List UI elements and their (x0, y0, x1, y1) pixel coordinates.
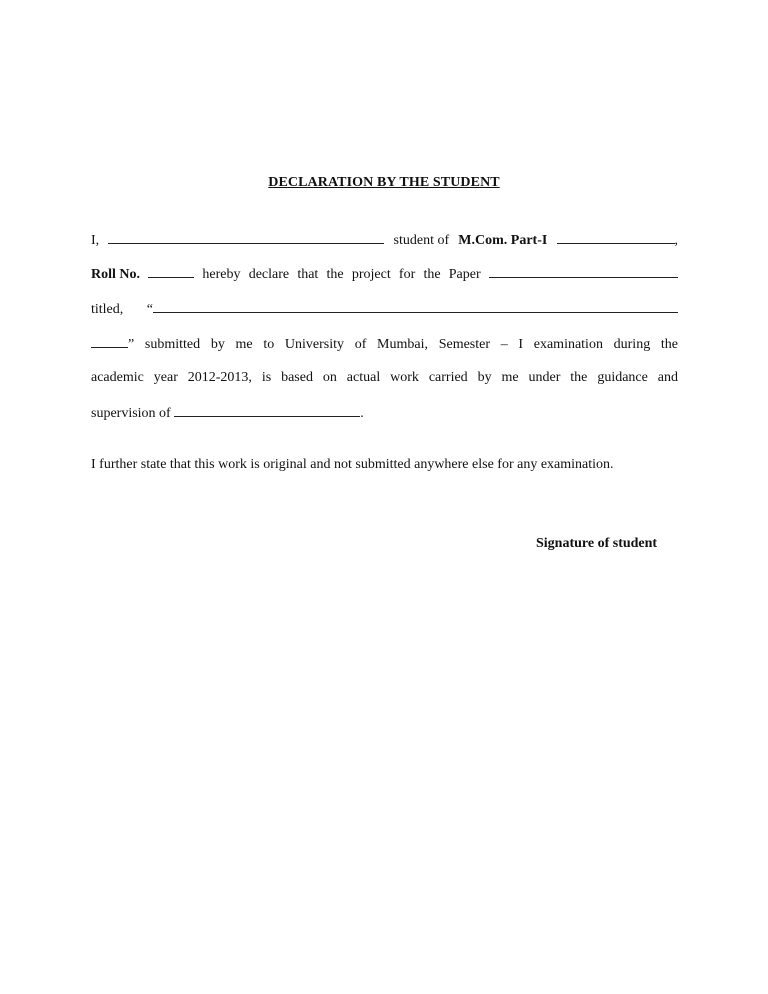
line5-word: me (501, 370, 519, 385)
title-continuation-group (91, 334, 134, 354)
line5-word: guidance (597, 370, 648, 385)
signature-label: Signature of student (536, 536, 658, 551)
roll-no-blank[interactable] (148, 264, 194, 278)
word-paper: Paper (448, 267, 481, 282)
supervision-of-text: supervision of (91, 406, 171, 421)
word-project: project (351, 267, 391, 282)
project-title-group (147, 299, 678, 319)
paper-name-blank[interactable] (489, 264, 678, 278)
declaration-line-4 (91, 334, 678, 354)
course-name: M.Com. Part-I (458, 233, 548, 248)
supervisor-name-blank[interactable] (174, 403, 360, 417)
line5-word: and (657, 370, 678, 385)
word-that: that (297, 267, 319, 282)
student-of-text: student of (393, 233, 450, 248)
line5-word: based (281, 370, 313, 385)
line4-word: University (284, 337, 344, 352)
declaration-line-5 (91, 369, 678, 387)
division-blank-group (557, 230, 679, 250)
line4-word: during (613, 337, 651, 352)
line5-word: academic (91, 370, 144, 385)
line4-word: of (354, 337, 367, 352)
word-the: the (326, 267, 344, 282)
declaration-line-6 (91, 403, 678, 423)
word-titled: titled, (91, 302, 124, 317)
word-hereby: hereby (202, 267, 241, 282)
roll-no-label: Roll No. (91, 267, 140, 282)
close-quote: ” (128, 337, 135, 352)
declaration-line-2 (91, 264, 678, 284)
project-title-blank[interactable] (153, 299, 678, 313)
line4-word: me (235, 337, 253, 352)
word-for: for (398, 267, 416, 282)
open-quote: “ (146, 302, 153, 317)
line4-word: by (210, 337, 225, 352)
student-name-blank[interactable] (108, 230, 384, 244)
line5-word: actual (346, 370, 381, 385)
line4-word: the (660, 337, 678, 352)
line5-word: 2012-2013, (187, 370, 252, 385)
page-title: DECLARATION BY THE STUDENT (268, 175, 500, 190)
line5-word: on (322, 370, 337, 385)
line6-period: . (360, 406, 364, 421)
line4-word: submitted (144, 337, 201, 352)
declaration-line-1 (91, 230, 678, 250)
line5-word: work (390, 370, 419, 385)
line5-word: is (261, 370, 272, 385)
line5-word: the (570, 370, 588, 385)
division-blank[interactable] (557, 230, 675, 244)
line5-word: under (528, 370, 561, 385)
line4-word: I (518, 337, 524, 352)
pronoun-i: I, (91, 233, 100, 248)
word-declare: declare (248, 267, 290, 282)
further-statement: I further state that this work is original and not submitted anywhere else for any examination. (91, 457, 614, 472)
line4-word: Semester (438, 337, 491, 352)
line1-comma: , (674, 233, 678, 248)
line4-word: to (263, 337, 275, 352)
line5-word: year (153, 370, 178, 385)
word-the-2: the (423, 267, 441, 282)
line5-word: by (477, 370, 492, 385)
line5-word: carried (428, 370, 468, 385)
line4-word: Mumbai, (377, 337, 428, 352)
declaration-line-3 (91, 299, 678, 319)
project-title-blank-continued[interactable] (91, 334, 128, 348)
line4-word: – (500, 337, 508, 352)
line4-word: examination (533, 337, 603, 352)
